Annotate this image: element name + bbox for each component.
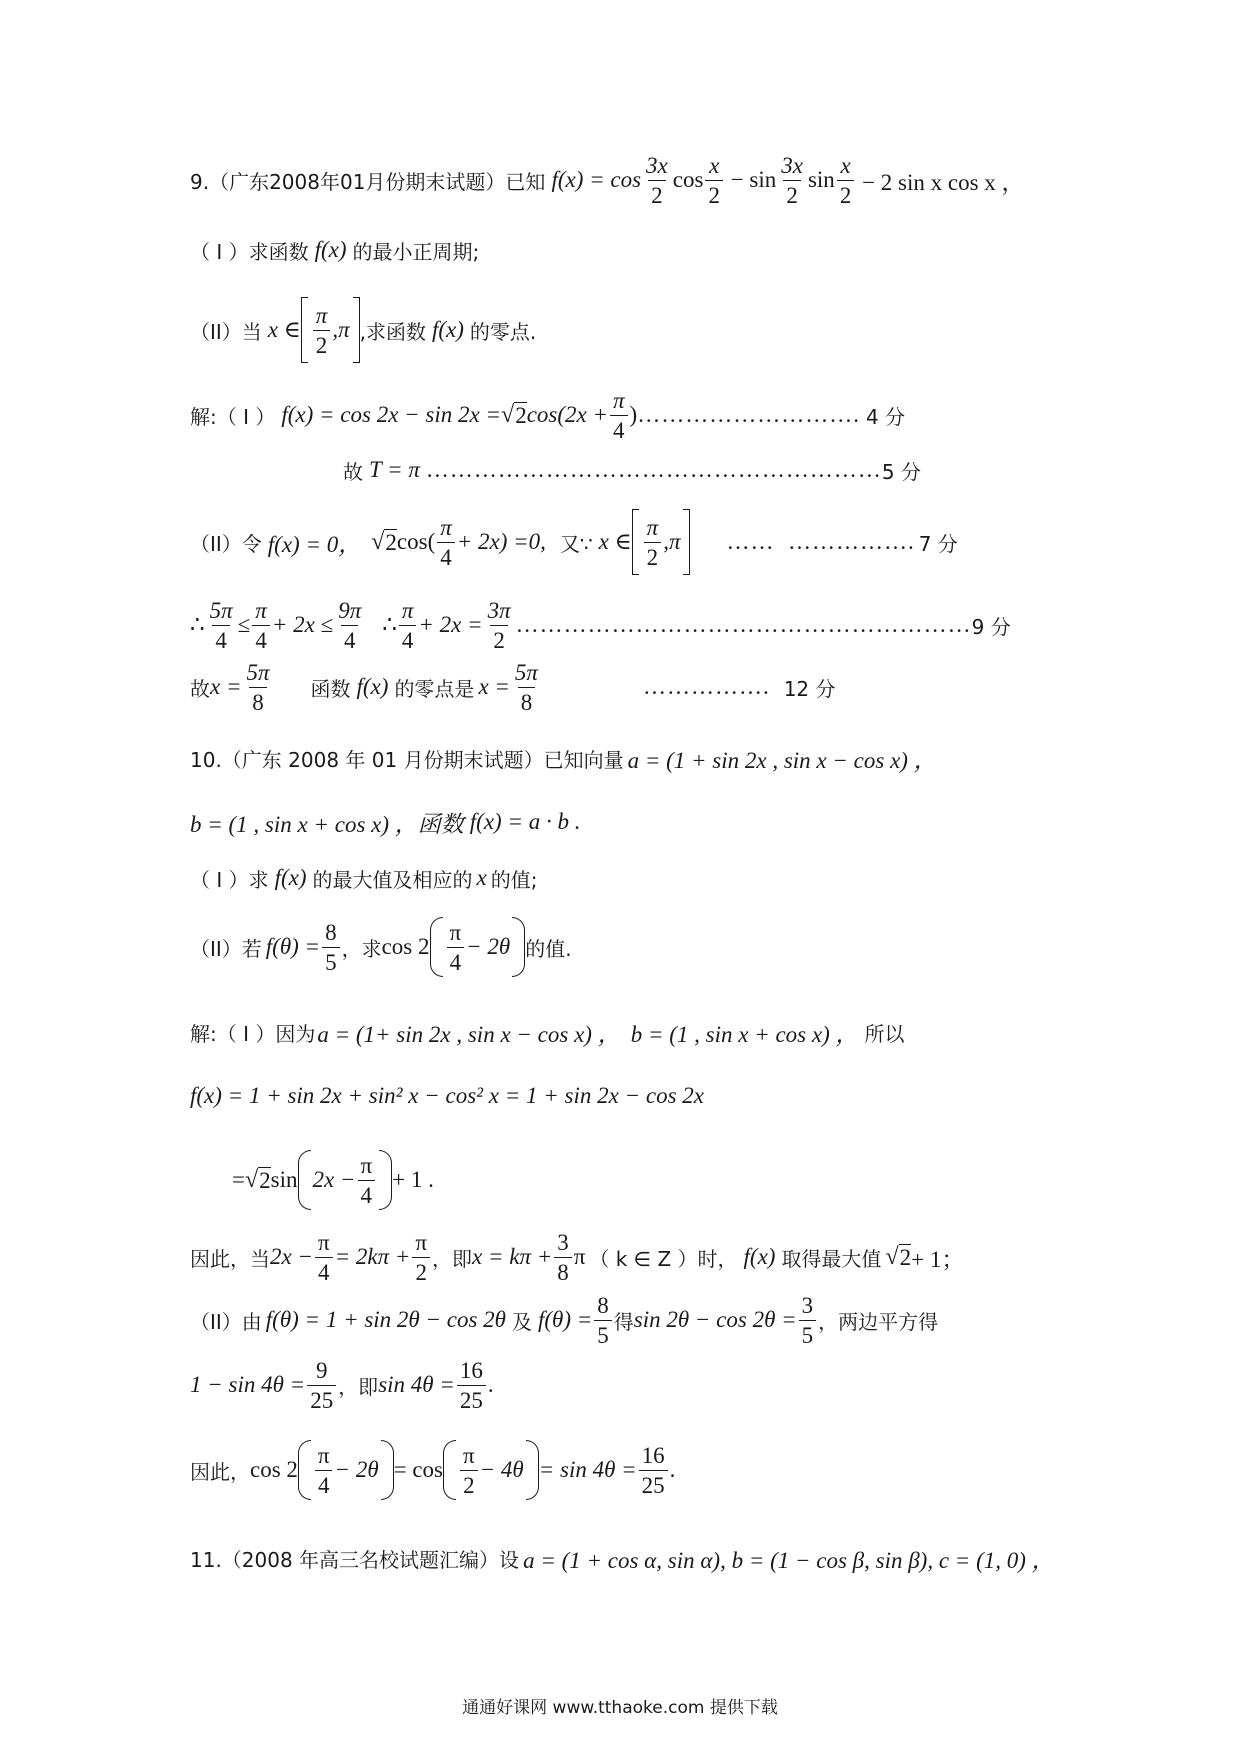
q9-part2-tail: 的零点.	[469, 319, 537, 344]
q10-part1-tail: 的值;	[490, 867, 538, 892]
q10-fin-cos: cos 2	[250, 1457, 298, 1482]
q10-max-val: 取得最大值	[781, 1246, 882, 1271]
q9-sol2-x: x ∈	[598, 529, 632, 554]
q9-sol2-cos: cos(	[396, 529, 436, 554]
q9-period-pre: 故	[343, 459, 363, 484]
q10-max-frac1: $\frac{\pi}{4}$	[315, 1231, 333, 1284]
q10-part2-frac: $\frac{8}{5}$	[322, 921, 340, 974]
q10-max-plus: + 1；	[911, 1246, 965, 1272]
q10-part1-x: x	[476, 865, 487, 890]
q10-b-def: b = (1 , sin x + cos x) ，函数	[190, 811, 464, 837]
q10-part2-paren: $\frac{\pi}{4}$ − 2θ	[430, 917, 526, 977]
q9-zero-text: 函数	[310, 676, 351, 701]
q9-zero-line	[190, 652, 836, 722]
q9-sol1-score: 4 分	[865, 404, 906, 429]
q9-ineq-eq: + 2x =	[418, 612, 483, 637]
q10-fin-line	[190, 1430, 675, 1510]
q9-formula-lhs: f(x) = cos	[551, 167, 642, 192]
q9-frac-4: $\frac{x}{2}$	[837, 154, 855, 207]
q11-line	[190, 1538, 1055, 1578]
q9-sol1-frac: $\frac{\pi}{4}$	[610, 389, 628, 442]
q10-sol1-line	[190, 1012, 905, 1052]
q10-max-pre: 因此，当	[190, 1246, 270, 1271]
q10-sol2-ft: f(θ) =	[537, 1307, 593, 1332]
q9-sol2-expr: f(x) = 0，	[267, 531, 362, 557]
q9-zero-x: x =	[210, 674, 242, 699]
q9-part2-mid: ,求函数	[359, 319, 426, 344]
q10-part1-line	[190, 858, 538, 898]
q10-sol2-frac2: $\frac{3}{5}$	[799, 1294, 817, 1347]
q11-expr: a = (1 + cos α, sin α), b = (1 − cos β, sin β), c = (1, 0) ，	[523, 1547, 1055, 1573]
q9-ineq-frac-b: $\frac{\pi}{4}$	[252, 599, 270, 652]
q10-expand-line	[190, 1076, 704, 1116]
q9-part2-interval: $\frac{\pi}{2}$ ,π	[301, 297, 360, 363]
q10-sol1-b: b = (1 , sin x + cos x) ，	[630, 1021, 859, 1047]
q9-period-expr: T = π	[369, 457, 420, 482]
q10-simp-tail: + 1 .	[392, 1167, 434, 1192]
q10-header-line	[190, 738, 937, 778]
q9-part2-fx: f(x)	[431, 317, 464, 342]
q10-max-fx: f(x)	[743, 1244, 776, 1269]
q9-term-2: − sin	[724, 167, 777, 192]
q9-term-4: − 2 sin x cos x ，	[856, 169, 1025, 195]
q9-period-score: 5 分	[881, 459, 922, 484]
q9-ineq-score: 9 分	[971, 614, 1011, 639]
q9-sol2-also: 又∵	[559, 531, 593, 556]
q9-part1-fx: f(x)	[314, 237, 347, 262]
q10-simp-sqrt: √ 2	[244, 1166, 271, 1193]
q10-sol1-a: a = (1+ sin 2x , sin x − cos x) ，	[317, 1021, 621, 1047]
q9-term-1: cos	[672, 167, 704, 192]
q10-sol2-line	[190, 1285, 938, 1355]
q10-max-then: ，即	[432, 1246, 473, 1271]
q10-b-line	[190, 802, 580, 842]
q9-ineq-therefore: ∴	[190, 612, 205, 637]
q10-b-fx: f(x) = a · b .	[469, 809, 581, 834]
q10-part2-line	[190, 912, 572, 982]
q11-header: 11.（2008 年高三名校试题汇编）设	[190, 1547, 520, 1572]
q9-sol1-pre: 解:（ I ）	[190, 404, 276, 429]
q10-sol1-pre: 解:（ I ）因为	[190, 1021, 316, 1046]
q10-fin-paren1: $\frac{\pi}{4}$ − 2θ	[298, 1440, 394, 1500]
q9-sol2-dots: …… …………….	[726, 529, 915, 554]
page-footer: 通通好课网 www.tthaoke.com 提供下载	[462, 1698, 778, 1718]
q10-sol2-get: 得	[613, 1309, 634, 1334]
q9-frac-1: $\frac{3x}{2}$	[646, 152, 668, 208]
q10-part2-ft: f(θ) =	[265, 934, 321, 959]
q9-sol1-dots: ……………………….	[637, 402, 860, 427]
q9-part1: （ I ）求函数	[190, 239, 309, 264]
q10-sq-mid: ，即	[338, 1374, 379, 1399]
q9-header-line	[190, 140, 1025, 220]
q10-part2-cos: cos 2	[381, 934, 430, 959]
q10-part2-tail: 的值.	[525, 936, 572, 961]
q9-part1-tail: 的最小正周期;	[352, 239, 480, 264]
q10-sq-expr2: sin 4θ =	[378, 1372, 455, 1397]
q10-sol2-pre: （II）由	[190, 1309, 262, 1334]
q10-part2-pre: （II）若	[190, 936, 262, 961]
q10-simp-line	[232, 1140, 434, 1220]
q9-sol2-tail: + 2x) =0,	[456, 529, 546, 554]
q10-sq-line	[190, 1350, 494, 1420]
q10-part1-pre: （ I ）求	[190, 867, 269, 892]
q10-header: 10.（广东 2008 年 01 月份期末试题）已知向量	[190, 747, 624, 772]
q9-sol1-close: )	[629, 402, 638, 427]
q10-fin-frac3: $\frac{16}{25}$	[639, 1444, 668, 1497]
q9-part2-x: x ∈	[267, 317, 301, 342]
q9-period-line	[343, 450, 921, 490]
q10-a-def: a = (1 + sin 2x , sin x − cos x) ，	[627, 747, 937, 773]
q9-sol2-frac: $\frac{\pi}{4}$	[437, 516, 455, 569]
q9-zero-score: 12 分	[783, 676, 836, 701]
q10-sq-frac2: $\frac{16}{25}$	[457, 1359, 486, 1412]
q10-max-line	[190, 1222, 964, 1292]
q10-max-pi: π	[573, 1244, 586, 1269]
q9-sol2-interval: $\frac{\pi}{2}$ ,π	[632, 509, 691, 575]
q9-header: 9.（广东2008年01月份期末试题）已知	[190, 169, 546, 194]
q10-max-x: x = kπ +	[472, 1244, 553, 1269]
q10-sq-frac: $\frac{9}{25}$	[307, 1359, 336, 1412]
q10-max-sqrt: √ 2	[885, 1243, 912, 1270]
q9-part2-line	[190, 290, 536, 370]
q10-max-expr2: = 2kπ +	[334, 1244, 411, 1269]
q10-sol2-tail: ，两边平方得	[818, 1309, 939, 1334]
q10-fin-tail: .	[669, 1457, 676, 1482]
q9-ineq-mid: + 2x ≤	[271, 612, 334, 637]
q9-part1-line	[190, 230, 479, 270]
q9-zero-dots: …………….	[642, 674, 770, 699]
q10-max-expr1: 2x −	[270, 1244, 313, 1269]
q10-sol2-and: 及	[511, 1309, 532, 1334]
q10-simp-eq: =	[232, 1167, 245, 1192]
q9-period-dots: …………………………………………………	[425, 457, 882, 482]
q10-fin-eq: = cos	[393, 1457, 444, 1482]
q9-sol2-pre: （II）令	[190, 531, 262, 556]
q10-max-k: （ k ∈ Z ）时，	[589, 1246, 738, 1271]
q10-sq-tail: .	[487, 1372, 494, 1397]
q9-sol2-score: 7 分	[918, 531, 958, 556]
q9-part2-pre: （II）当	[190, 319, 262, 344]
q9-zero-x2: x =	[478, 674, 510, 699]
q10-sol1-tail: 所以	[864, 1021, 905, 1046]
q9-ineq-frac-a: $\frac{5\pi}{4}$	[209, 597, 233, 653]
q9-sol2-line	[190, 502, 958, 582]
q10-sol2-frac: $\frac{8}{5}$	[594, 1294, 612, 1347]
q10-sq-expr: 1 − sin 4θ =	[190, 1372, 306, 1397]
q9-ineq-therefore2: ∴	[382, 612, 397, 637]
q9-ineq-frac-e: $\frac{3\pi}{2}$	[487, 597, 511, 653]
q9-frac-2: $\frac{x}{2}$	[705, 154, 723, 207]
q9-sol1-cos: cos(2x +	[526, 402, 608, 427]
q9-sol1-sqrt: √ 2	[501, 401, 527, 428]
q10-max-frac2: $\frac{\pi}{2}$	[412, 1231, 430, 1284]
q9-zero-pre: 故	[190, 676, 210, 701]
q9-sol1-line	[190, 380, 905, 450]
q9-zero-frac: $\frac{5\pi}{8}$	[246, 659, 270, 715]
q9-sol1-expr: f(x) = cos 2x − sin 2x =	[281, 402, 502, 427]
q9-ineq-le: ≤	[237, 612, 251, 637]
q9-sol2-sqrt: √ 2	[371, 528, 397, 555]
q10-expand: f(x) = 1 + sin 2x + sin² x − cos² x = 1 + sin 2x − cos 2x	[190, 1083, 704, 1108]
q9-ineq-frac-d: $\frac{\pi}{4}$	[399, 599, 417, 652]
q9-ineq-dots: …………………………………………………	[515, 612, 972, 637]
q10-fin-eq2: = sin 4θ =	[538, 1457, 637, 1482]
q9-zero-mid: 的零点是	[394, 676, 475, 701]
q10-fin-paren2: $\frac{\pi}{2}$ − 4θ	[443, 1440, 539, 1500]
q10-sol2-expr2: sin 2θ − cos 2θ =	[633, 1307, 797, 1332]
q9-ineq-frac-c: $\frac{9\pi}{4}$	[338, 597, 362, 653]
q10-sol2-expr: f(θ) = 1 + sin 2θ − cos 2θ	[265, 1307, 506, 1332]
q10-max-frac3: $\frac{3}{8}$	[554, 1231, 572, 1284]
q10-simp-sin: sin	[270, 1167, 298, 1192]
q9-zero-fx: f(x)	[356, 674, 389, 699]
q9-frac-3: $\frac{3x}{2}$	[781, 152, 803, 208]
q10-part2-mid: ，求	[341, 936, 382, 961]
q9-zero-frac2: $\frac{5\pi}{8}$	[514, 659, 538, 715]
q9-term-3: sin	[807, 167, 835, 192]
q10-part1-fx: f(x)	[274, 865, 307, 890]
q10-simp-paren: 2x − $\frac{\pi}{4}$	[298, 1150, 393, 1210]
q10-part1-mid: 的最大值及相应的	[312, 867, 473, 892]
q10-fin-pre: 因此，	[190, 1459, 250, 1484]
